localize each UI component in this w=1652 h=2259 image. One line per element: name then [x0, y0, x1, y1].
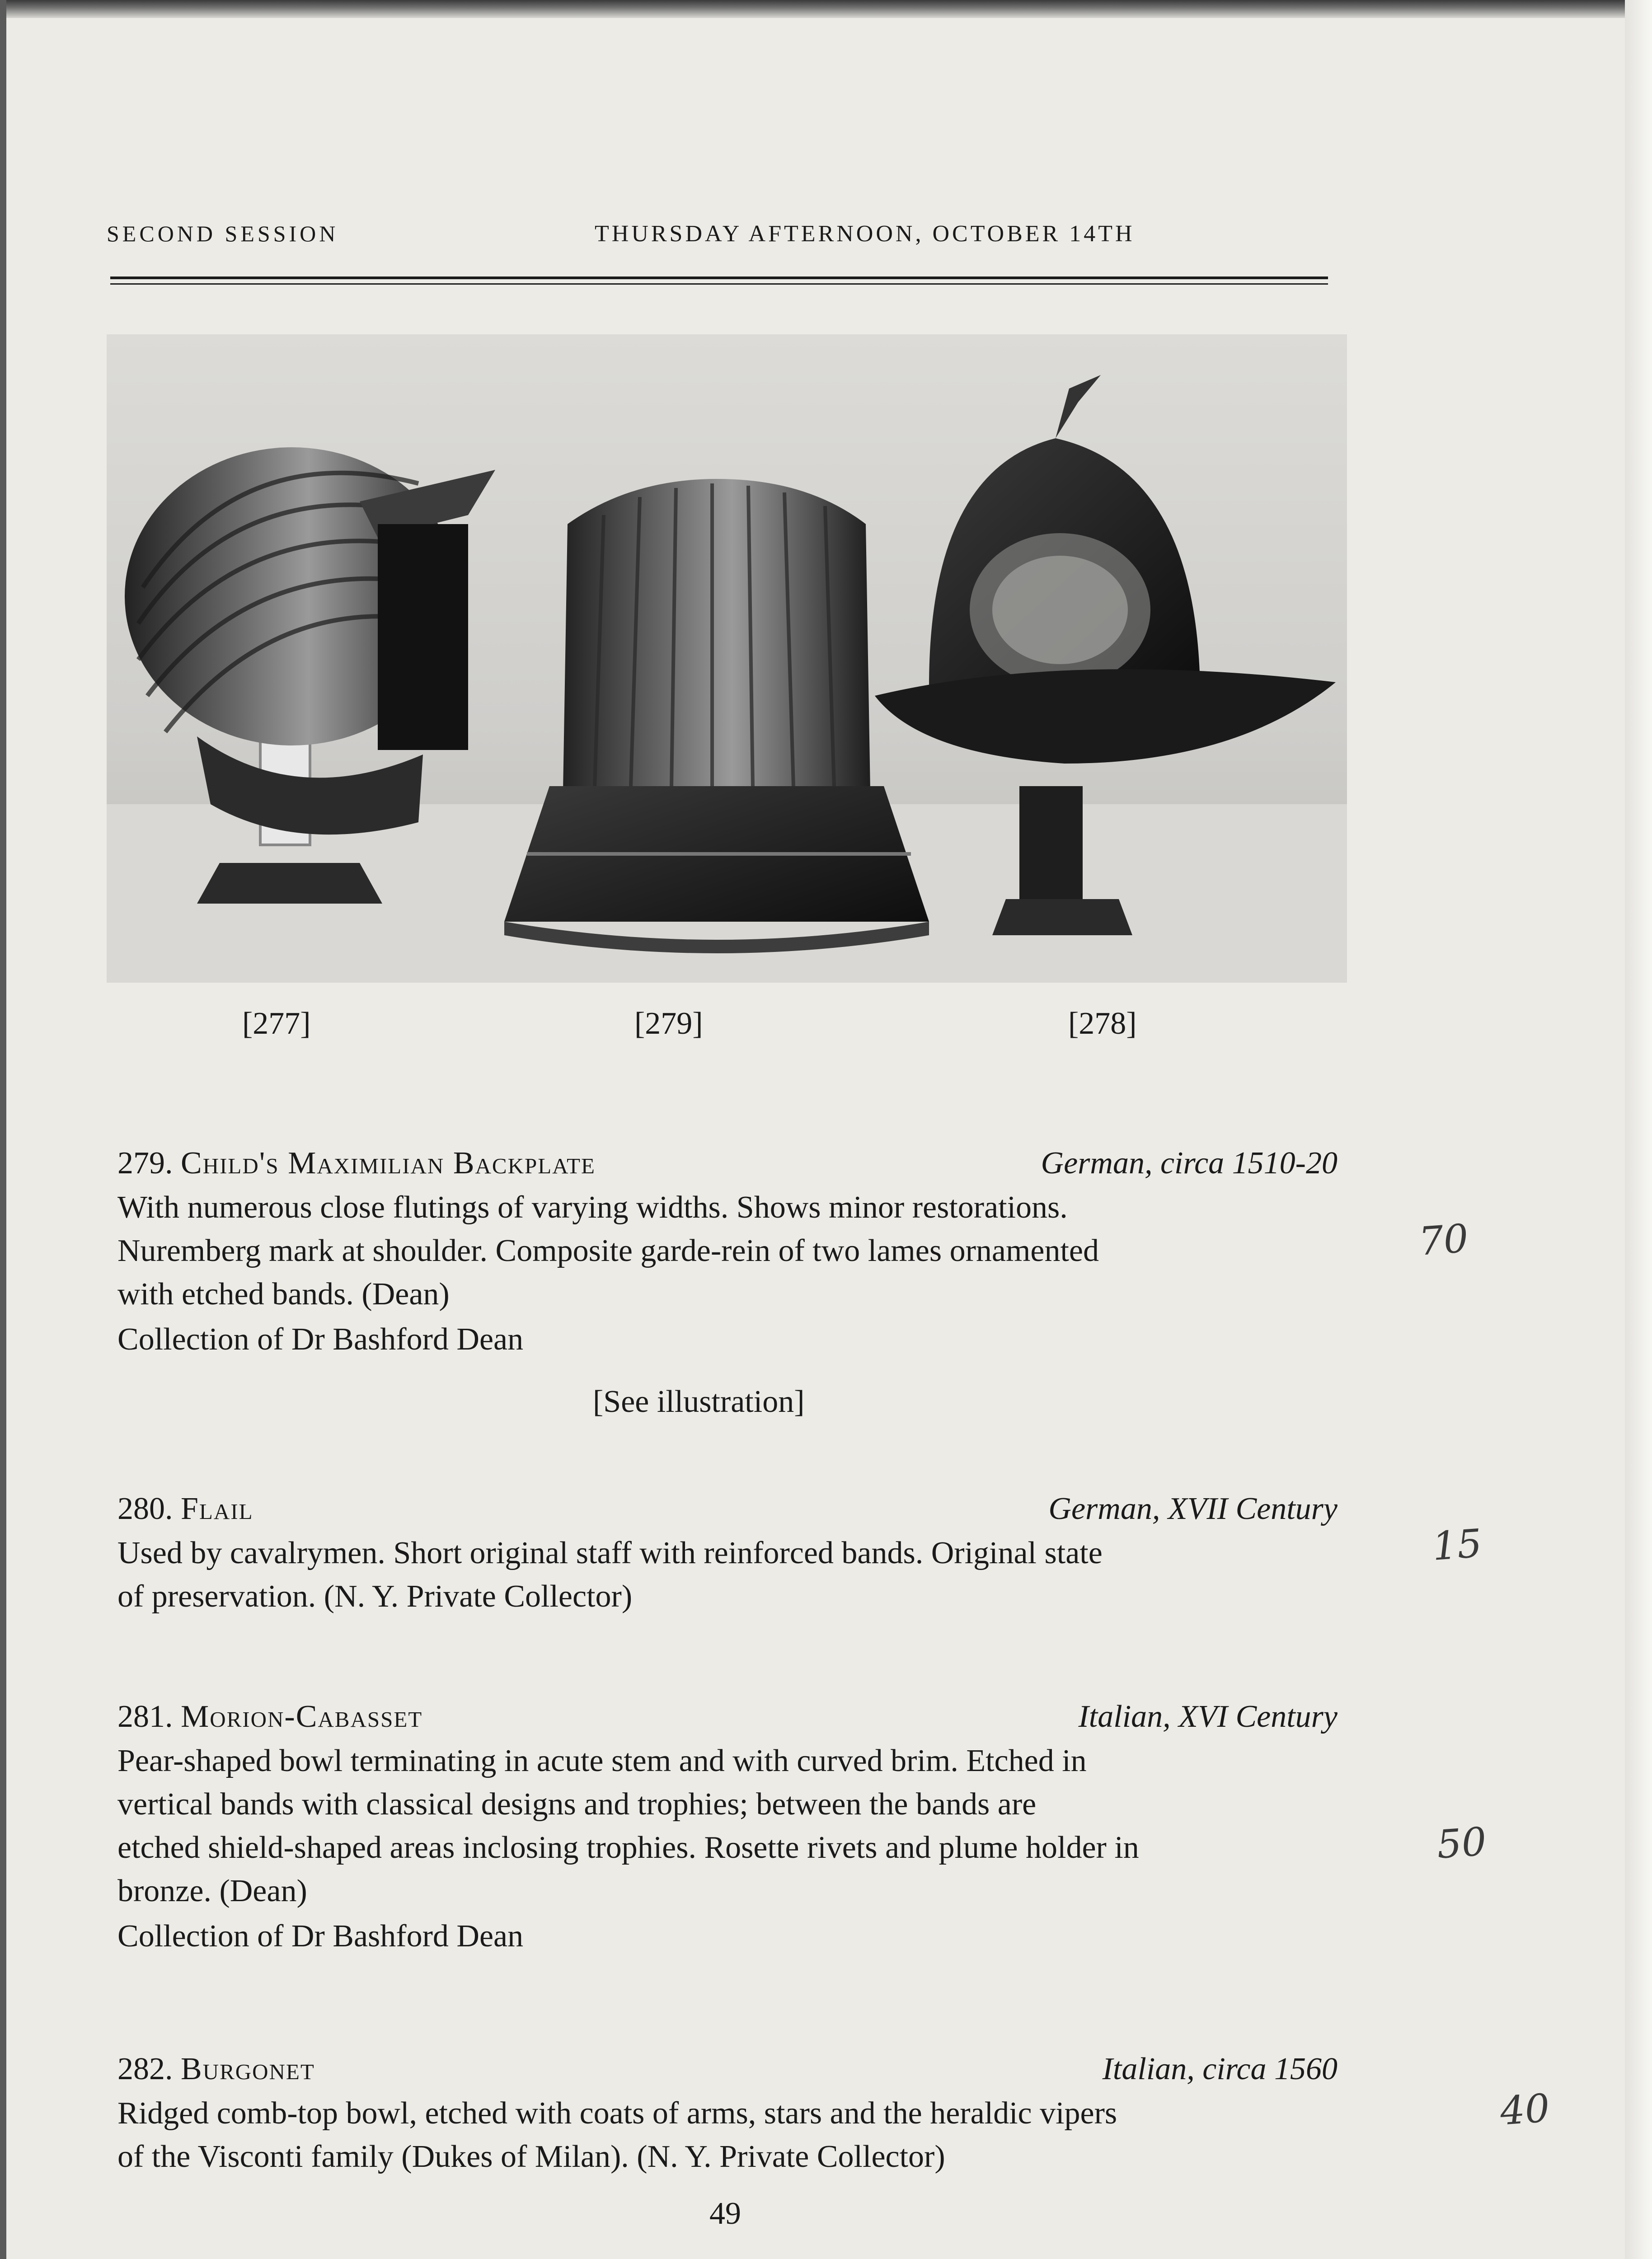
- lot-origin: German, XVII Century: [1048, 1491, 1338, 1526]
- session-label: SECOND SESSION: [107, 221, 339, 246]
- lot-origin: Italian, circa 1560: [1102, 2052, 1338, 2086]
- description-line: Used by cavalrymen. Short original staff with reinforced bands. Original state: [117, 1536, 1103, 1570]
- backplate-image: [504, 479, 929, 953]
- lot-number: 281.: [117, 1699, 173, 1734]
- header-rule-thin: [110, 283, 1328, 285]
- plate-captions: [0, 1006, 1652, 1051]
- session-date: THURSDAY AFTERNOON, OCTOBER 14TH: [595, 221, 1135, 247]
- scan-edge-top: [0, 0, 1652, 18]
- handwritten-price: 70: [1417, 1216, 1470, 1265]
- description-line: Nuremberg mark at shoulder. Composite garde-rein of two lames ornamented: [117, 1233, 1099, 1268]
- caption-279: [279]: [634, 1006, 703, 1041]
- scan-edge-right: [1625, 0, 1652, 2259]
- scan-edge-left: [0, 0, 6, 2259]
- description-line: bronze. (Dean): [117, 1874, 307, 1908]
- lot-title: [117, 1491, 253, 1527]
- lot-name: Flail: [181, 1491, 253, 1526]
- illustration-reference: [See illustration]: [593, 1384, 805, 1419]
- description-line: Ridged comb-top bowl, etched with coats of arms, stars and the heraldic vipers: [117, 2096, 1117, 2131]
- description-line: of the Visconti family (Dukes of Milan). (N. Y. Private Collector): [117, 2139, 945, 2174]
- description-line: With numerous close flutings of varying widths. Shows minor restorations.: [117, 1190, 1068, 1225]
- lot-origin: German, circa 1510-20: [1041, 1146, 1338, 1181]
- lot-282: [117, 2051, 1338, 2179]
- page-number: 49: [709, 2196, 741, 2231]
- lot-name: Burgonet: [181, 2052, 315, 2086]
- lot-name: Child's Maximilian Backplate: [181, 1146, 596, 1181]
- description-line: etched shield-shaped areas inclosing trophies. Rosette rivets and plume holder in: [117, 1830, 1139, 1865]
- description-line: with etched bands. (Dean): [117, 1277, 450, 1312]
- lot-number: 280.: [117, 1491, 173, 1526]
- handwritten-price: 50: [1435, 1819, 1488, 1868]
- description-line: Pear-shaped bowl terminating in acute stem and with curved brim. Etched in: [117, 1743, 1087, 1778]
- running-header: [107, 220, 1331, 261]
- lot-281: [117, 1699, 1338, 1958]
- lot-280: [117, 1491, 1338, 1618]
- handwritten-price: 15: [1431, 1521, 1483, 1570]
- description-line: vertical bands with classical designs and trophies; between the bands are: [117, 1787, 1037, 1822]
- lot-title: [117, 2051, 315, 2087]
- lot-number: 282.: [117, 2052, 173, 2086]
- lot-name: Morion-Cabasset: [181, 1699, 423, 1734]
- lot-origin: Italian, XVI Century: [1078, 1699, 1338, 1734]
- caption-278: [278]: [1068, 1006, 1137, 1041]
- caption-277: [277]: [242, 1006, 311, 1041]
- lot-279: [117, 1145, 1338, 1420]
- lot-title: [117, 1145, 596, 1181]
- lot-title: [117, 1699, 422, 1735]
- provenance: Collection of Dr Bashford Dean: [117, 1919, 524, 1954]
- handwritten-price: 40: [1498, 2086, 1551, 2134]
- provenance: Collection of Dr Bashford Dean: [117, 1322, 524, 1357]
- description-line: of preservation. (N. Y. Private Collector): [117, 1579, 633, 1614]
- header-rule: [110, 277, 1328, 279]
- lot-number: 279.: [117, 1146, 173, 1181]
- armor-photograph: [107, 334, 1347, 983]
